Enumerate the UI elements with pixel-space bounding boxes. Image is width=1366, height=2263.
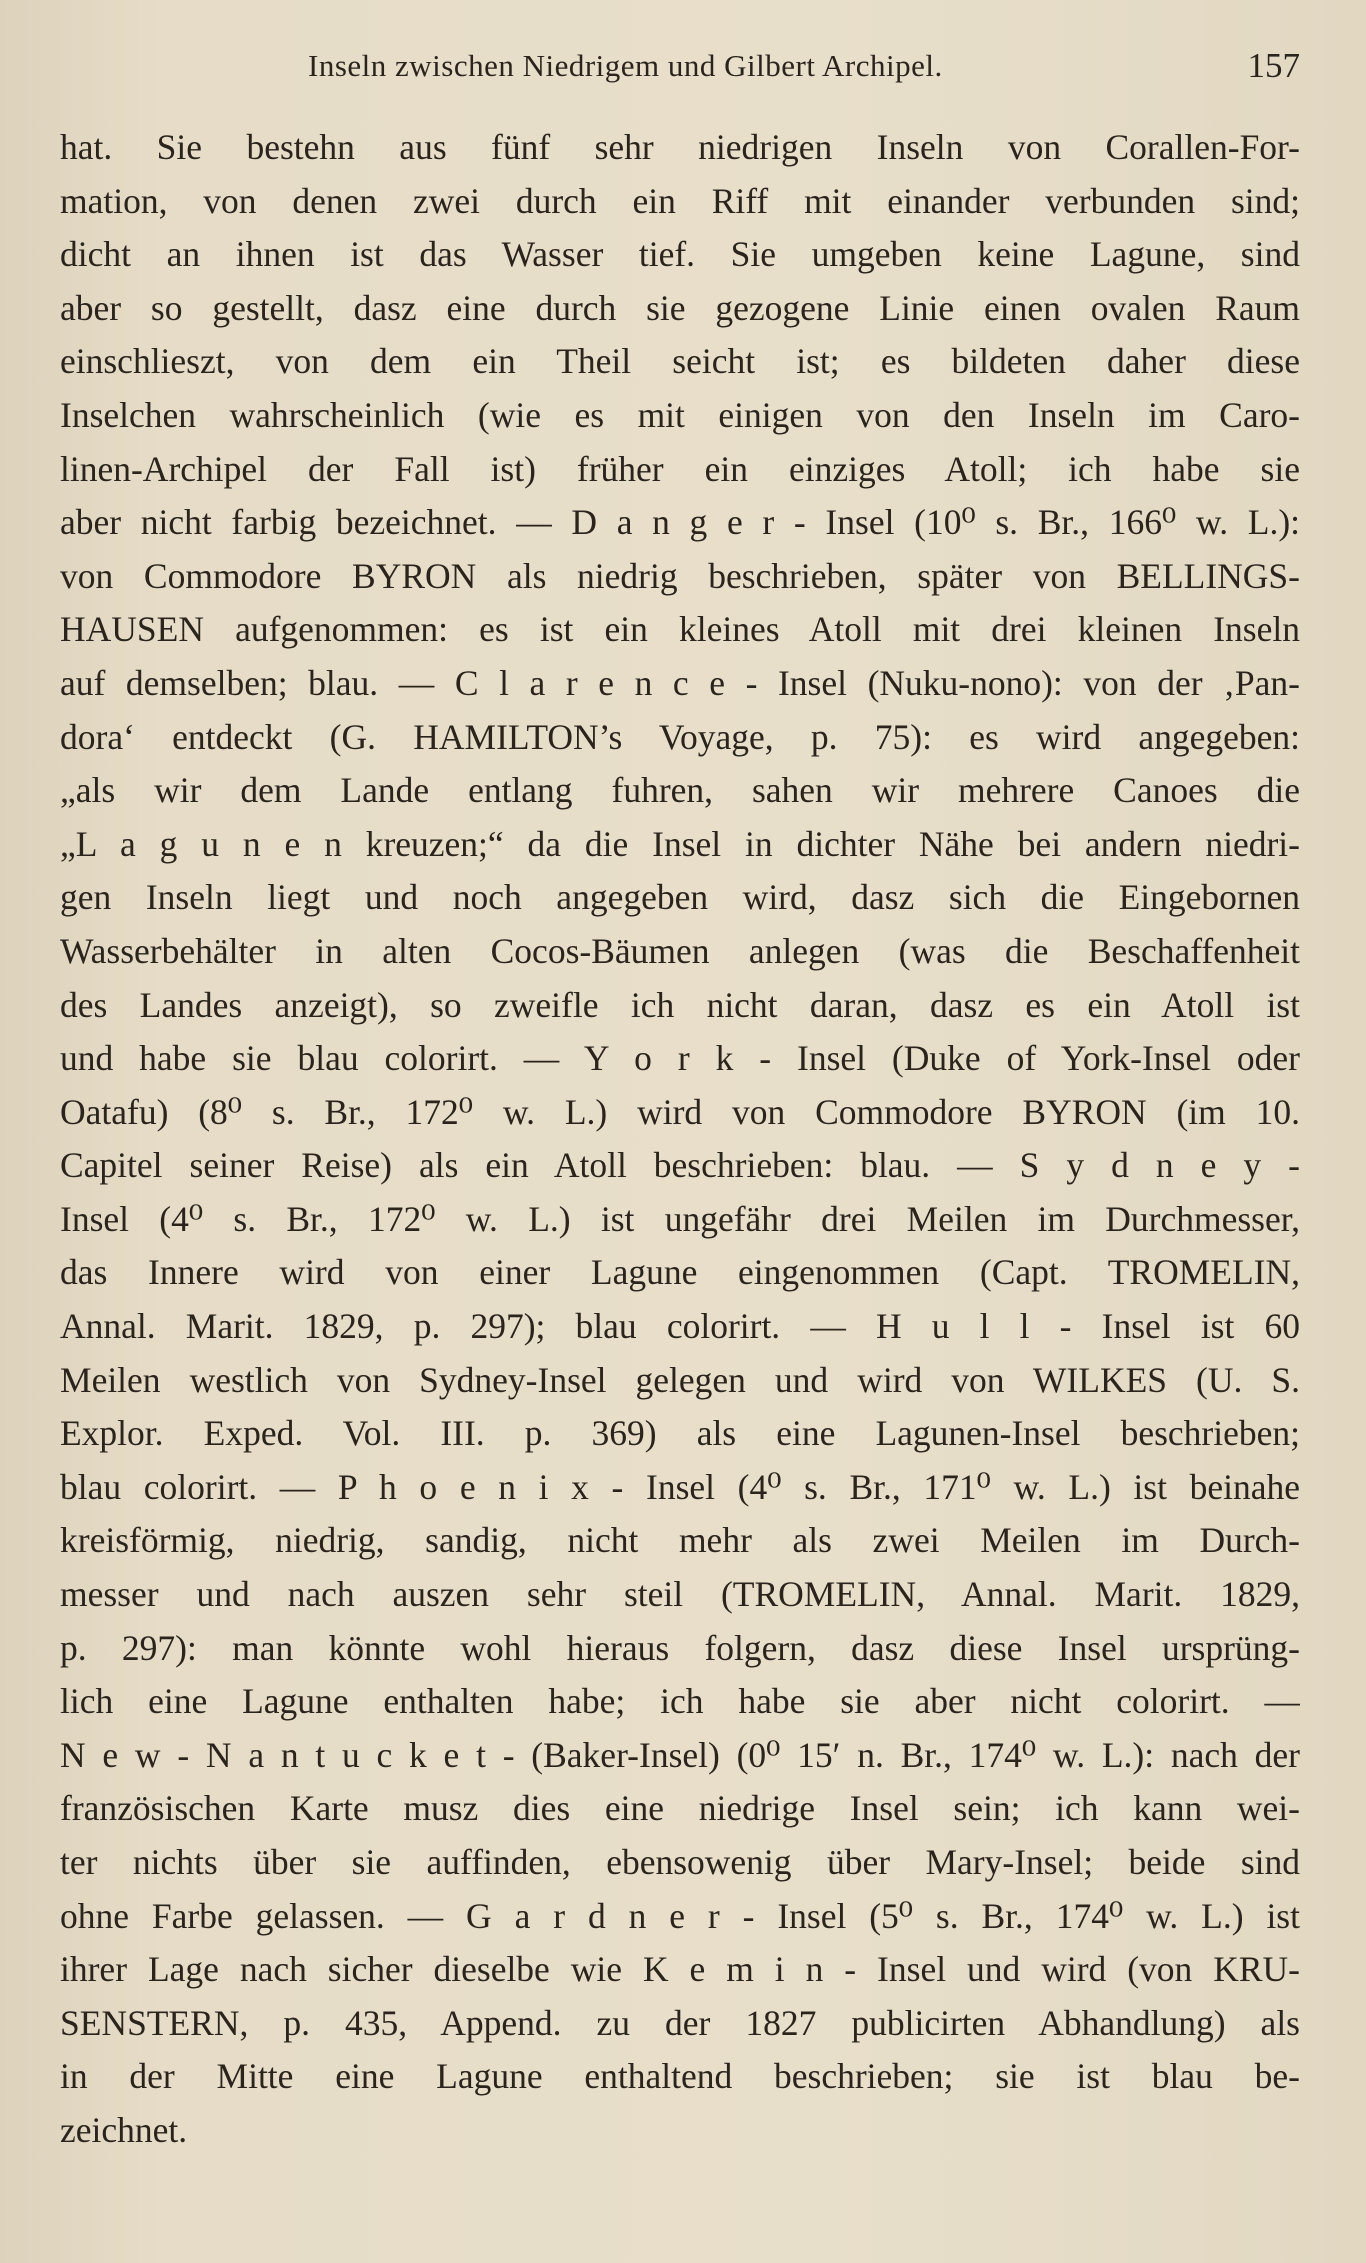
running-head: Inseln zwischen Niedrigem und Gilbert Archipel. xyxy=(308,48,943,83)
text-line: blau colorirt. — P h o e n i x - Insel (4⁰ s. Br., 171⁰ w. L.) ist beinahe xyxy=(60,1466,1300,1507)
text-line: kreisförmig, niedrig, sandig, nicht mehr als zwei Meilen im Durch- xyxy=(60,1520,1300,1561)
text-line: aber so gestellt, dasz eine durch sie gezogene Linie einen ovalen Raum xyxy=(60,287,1300,328)
text-line: französischen Karte musz dies eine niedrige Insel sein; ich kann wei- xyxy=(60,1788,1300,1829)
text-line: „als wir dem Lande entlang fuhren, sahen wir mehrere Canoes die xyxy=(60,770,1300,811)
text-line: p. 297): man könnte wohl hieraus folgern, dasz diese Insel ursprüng- xyxy=(60,1627,1300,1668)
text-line: zeichnet. xyxy=(60,2109,188,2150)
text-line: messer und nach auszen sehr steil (TROMELIN, Annal. Marit. 1829, xyxy=(60,1574,1300,1615)
text-line: auf demselben; blau. — C l a r e n c e - Insel (Nuku-nono): von der ‚Pan- xyxy=(60,662,1300,703)
text-line: Meilen westlich von Sydney-Insel gelegen und wird von WILKES (U. S. xyxy=(60,1359,1300,1400)
text-line: hat. Sie bestehn aus fünf sehr niedrigen Inseln von Corallen-For- xyxy=(60,127,1300,167)
text-line: N e w - N a n t u c k e t - (Baker-Insel) (0⁰ 15′ n. Br., 174⁰ w. L.): nach der xyxy=(60,1734,1300,1775)
text-line: Annal. Marit. 1829, p. 297); blau colorirt. — H u l l - Insel ist 60 xyxy=(60,1306,1300,1347)
text-line: von Commodore BYRON als niedrig beschrieben, später von BELLINGS- xyxy=(60,555,1300,596)
text-line: ohne Farbe gelassen. — G a r d n e r - Insel (5⁰ s. Br., 174⁰ w. L.) ist xyxy=(60,1895,1300,1936)
text-line: Capitel seiner Reise) als ein Atoll beschrieben: blau. — S y d n e y - xyxy=(60,1145,1300,1186)
text-line: HAUSEN aufgenommen: es ist ein kleines Atoll mit drei kleinen Inseln xyxy=(60,609,1300,650)
text-line: linen-Archipel der Fall ist) früher ein einziges Atoll; ich habe sie xyxy=(60,448,1300,489)
text-line: in der Mitte eine Lagune enthaltend beschrieben; sie ist blau be- xyxy=(60,2056,1300,2097)
text-line: gen Inseln liegt und noch angegeben wird, dasz sich die Eingebornen xyxy=(60,877,1300,918)
text-line: mation, von denen zwei durch ein Riff mit einander verbunden sind; xyxy=(60,180,1300,221)
text-line: SENSTERN, p. 435, Append. zu der 1827 publicirten Abhandlung) als xyxy=(60,2002,1300,2043)
page-number: 157 xyxy=(1247,46,1300,85)
text-line: einschlieszt, von dem ein Theil seicht ist; es bildeten daher diese xyxy=(60,341,1300,382)
text-line: dicht an ihnen ist das Wasser tief. Sie umgeben keine Lagune, sind xyxy=(60,234,1300,275)
text-line: aber nicht farbig bezeichnet. — D a n g e r - Insel (10⁰ s. Br., 166⁰ w. L.): xyxy=(60,502,1300,543)
text-line: „L a g u n e n kreuzen;“ da die Insel in dichter Nähe bei andern niedri- xyxy=(60,823,1300,864)
text-line: das Innere wird von einer Lagune eingenommen (Capt. TROMELIN, xyxy=(60,1252,1300,1293)
text-line: und habe sie blau colorirt. — Y o r k - Insel (Duke of York-Insel oder xyxy=(60,1038,1300,1079)
text-line: Oatafu) (8⁰ s. Br., 172⁰ w. L.) wird von Commodore BYRON (im 10. xyxy=(60,1091,1300,1132)
text-line: ihrer Lage nach sicher dieselbe wie K e m i n - Insel und wird (von KRU- xyxy=(60,1949,1300,1990)
text-line: Inselchen wahrscheinlich (wie es mit einigen von den Inseln im Caro- xyxy=(60,394,1300,435)
text-line: dora‘ entdeckt (G. HAMILTON’s Voyage, p. 75): es wird angegeben: xyxy=(60,716,1300,757)
body-text xyxy=(60,121,1300,2158)
text-line: Wasserbehälter in alten Cocos-Bäumen anlegen (was die Beschaffenheit xyxy=(60,930,1300,971)
text-line: lich eine Lagune enthalten habe; ich habe sie aber nicht colorirt. — xyxy=(60,1681,1300,1722)
text-line: Explor. Exped. Vol. III. p. 369) als eine Lagunen-Insel beschrieben; xyxy=(60,1413,1300,1454)
page-header xyxy=(60,48,1300,92)
text-line: des Landes anzeigt), so zweifle ich nicht daran, dasz es ein Atoll ist xyxy=(60,984,1300,1025)
text-line: ter nichts über sie auffinden, ebensowenig über Mary-Insel; beide sind xyxy=(60,1842,1300,1882)
text-line: Insel (4⁰ s. Br., 172⁰ w. L.) ist ungefähr drei Meilen im Durchmesser, xyxy=(60,1198,1300,1239)
